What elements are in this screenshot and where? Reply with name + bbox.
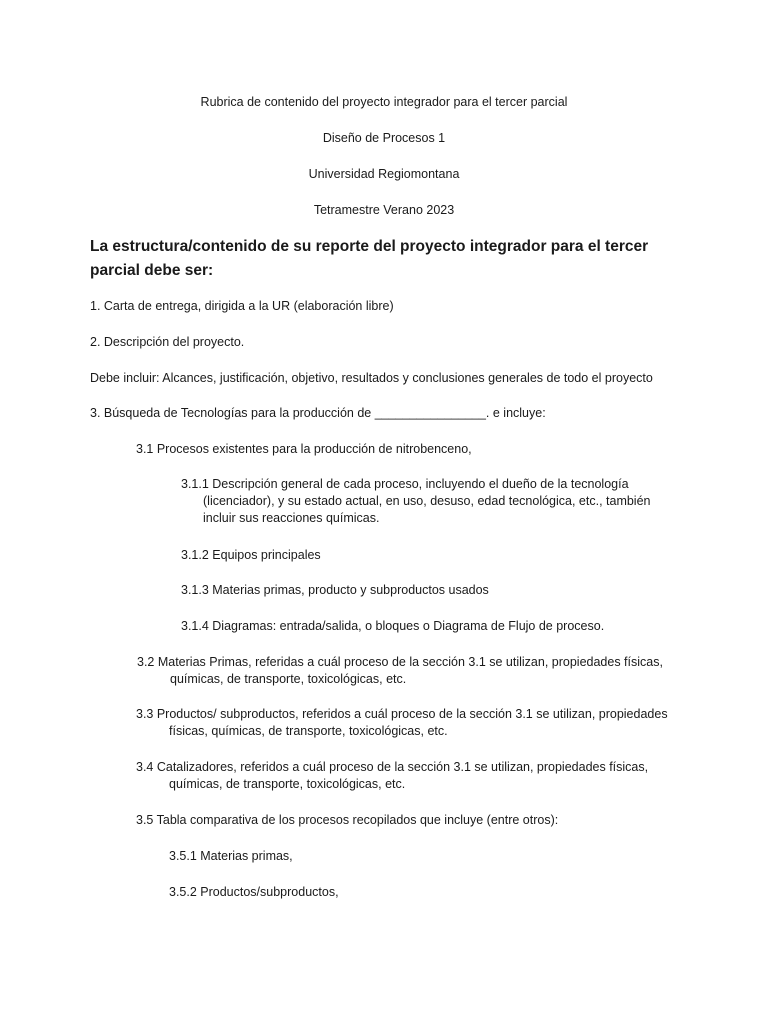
item-3-1-1-line-1: 3.1.1 Descripción general de cada proceso, incluyendo el dueño de la tecnología: [181, 477, 629, 491]
item-3-3-line-2: físicas, químicas, de transporte, toxicológicas, etc.: [169, 724, 448, 738]
item-3-4: [136, 759, 648, 793]
section-heading-line-2: parcial debe ser:: [90, 262, 214, 279]
item-3-1-3: 3.1.3 Materias primas, producto y subproductos usados: [181, 583, 489, 597]
university-name: Universidad Regiomontana: [308, 167, 460, 181]
item-3-2-line-1: 3.2 Materias Primas, referidas a cuál proceso de la sección 3.1 se utilizan, propiedades físicas,: [137, 655, 663, 669]
item-1: 1. Carta de entrega, dirigida a la UR (elaboración libre): [90, 299, 394, 313]
item-3-5: 3.5 Tabla comparativa de los procesos recopilados que incluye (entre otros):: [136, 813, 559, 827]
item-3-1-2: 3.1.2 Equipos principales: [181, 548, 321, 562]
item-3: 3. Búsqueda de Tecnologías para la producción de ________________. e incluye:: [90, 406, 546, 420]
course-name: Diseño de Procesos 1: [322, 131, 446, 145]
item-3-3-line-1: 3.3 Productos/ subproductos, referidos a cuál proceso de la sección 3.1 se utilizan, propiedades: [136, 707, 668, 721]
term-label: Tetramestre Verano 2023: [313, 203, 455, 217]
item-3-5-1: 3.5.1 Materias primas,: [169, 849, 293, 863]
item-3-2: [137, 654, 663, 688]
section-heading-line-1: La estructura/contenido de su reporte del proyecto integrador para el tercer: [90, 238, 649, 255]
item-2: 2. Descripción del proyecto.: [90, 335, 245, 349]
item-2-note: Debe incluir: Alcances, justificación, objetivo, resultados y conclusiones generales de todo el proyecto: [90, 371, 653, 385]
item-3-3: [136, 706, 668, 740]
document-title: Rubrica de contenido del proyecto integrador para el tercer parcial: [200, 95, 568, 109]
item-3-1-1-line-2: (licenciador), y su estado actual, en uso, desuso, edad tecnológica, etc., también: [203, 494, 651, 508]
item-3-4-line-1: 3.4 Catalizadores, referidos a cuál proceso de la sección 3.1 se utilizan, propiedades físicas,: [136, 760, 649, 774]
item-3-5-2: 3.5.2 Productos/subproductos,: [169, 885, 339, 899]
item-3-4-line-2: químicas, de transporte, toxicológicas, etc.: [169, 777, 406, 791]
item-3-1-4: 3.1.4 Diagramas: entrada/salida, o bloques o Diagrama de Flujo de proceso.: [181, 619, 605, 633]
item-3-1: 3.1 Procesos existentes para la producción de nitrobenceno,: [136, 442, 472, 456]
item-3-2-line-2: químicas, de transporte, toxicológicas, etc.: [170, 672, 407, 686]
item-3-1-1: [181, 476, 651, 527]
item-3-1-1-line-3: incluir sus reacciones químicas.: [203, 511, 380, 525]
section-heading: [90, 235, 690, 283]
